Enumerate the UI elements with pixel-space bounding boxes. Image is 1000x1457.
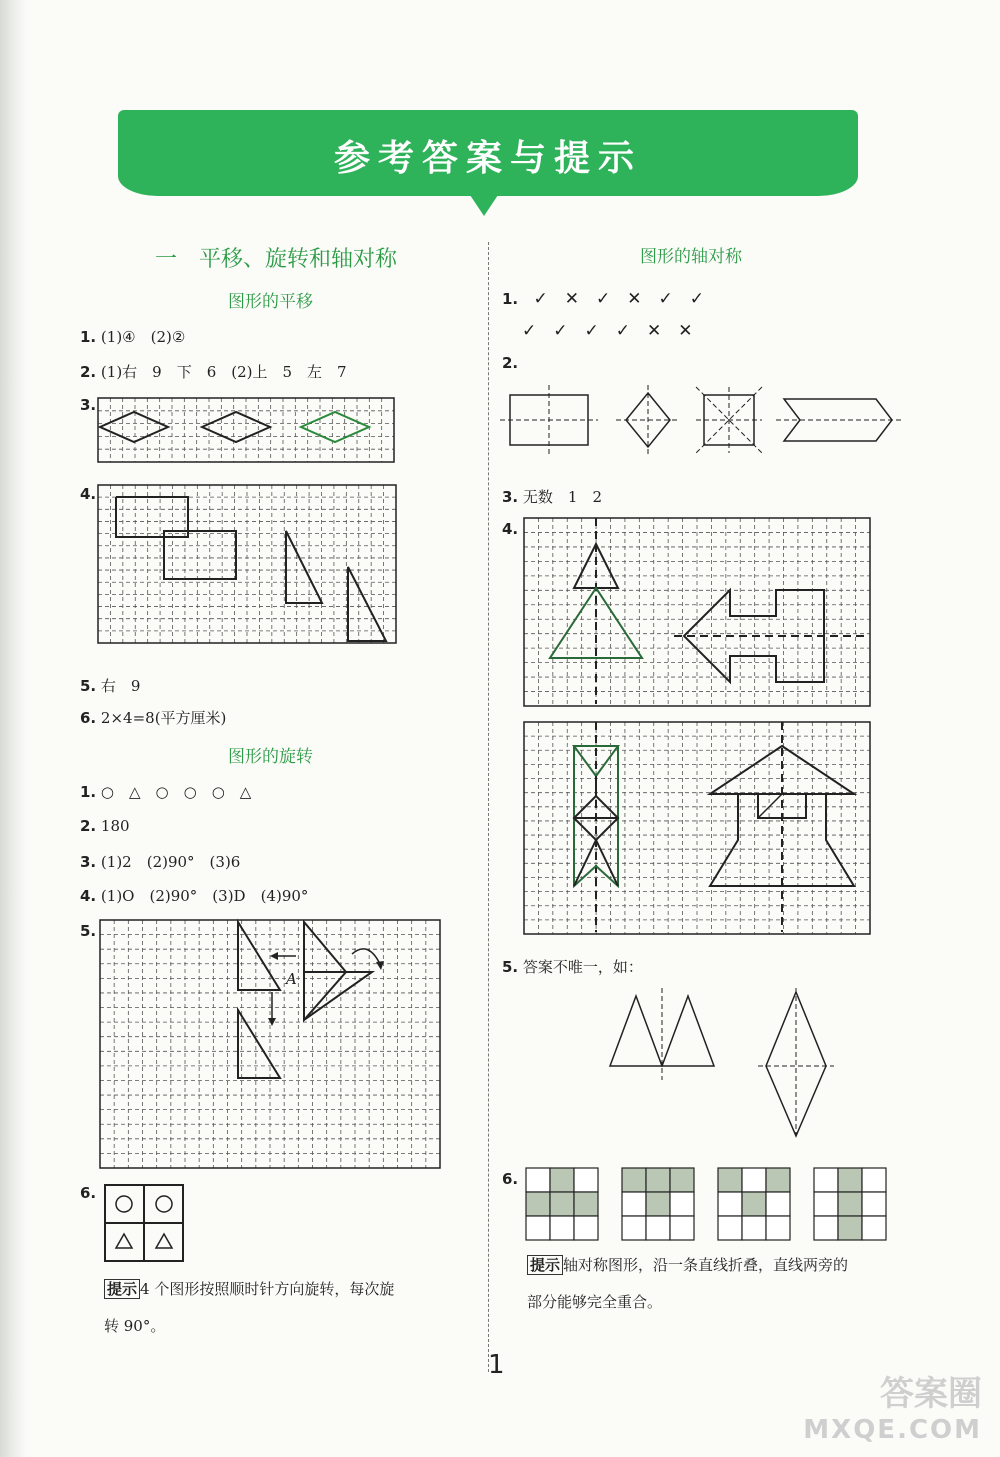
tip-label: 提示 — [104, 1279, 140, 1299]
question-1: 1. (1)④ (2)② — [80, 328, 186, 346]
rotation-question-6: 6. — [80, 1184, 97, 1202]
symmetry-tip-line2: 部分能够完全重合。 — [527, 1293, 663, 1311]
question-2: 2. (1)右 9 下 6 (2)上 5 左 7 — [80, 363, 347, 381]
column-divider — [488, 242, 489, 1372]
unit-title: 一 平移、旋转和轴对称 — [155, 247, 398, 272]
circle-icon — [156, 1196, 172, 1212]
book-binding-edge — [0, 0, 26, 1457]
tip-label: 提示 — [527, 1255, 563, 1275]
rectangle-moved — [164, 531, 236, 579]
triangle-left — [610, 996, 662, 1066]
figure-q6-shaded-grids — [526, 1166, 896, 1246]
label-a: A — [286, 970, 297, 988]
rotation-question-5: 5. — [80, 922, 97, 940]
symmetry-question-6: 6. — [502, 1170, 519, 1188]
triangle-original — [286, 531, 322, 603]
figure-q6-shape-grid — [104, 1184, 186, 1264]
rotation-question-1: 1. ○ △ ○ ○ ○ △ — [80, 783, 252, 801]
triangle-icon — [156, 1234, 172, 1248]
figure-q5-rotation-grid — [100, 920, 440, 1170]
banner-pointer — [468, 192, 500, 216]
watermark: 答案圈 MXQE.COM — [803, 1374, 982, 1445]
symmetry-question-5: 5. 答案不唯一，如： — [502, 958, 643, 976]
section-title-rotation: 图形的旋转 — [228, 747, 313, 767]
figure-q3-rhombus-grid — [98, 396, 398, 466]
triangle-right — [662, 996, 714, 1066]
question-4: 4. — [80, 485, 97, 503]
rotation-arc-arrow — [352, 949, 380, 964]
triangle-icon — [116, 1234, 132, 1248]
symmetry-question-2: 2. — [502, 354, 519, 372]
rotation-tip: 提示 4 个图形按照顺时针方向旋转，每次旋 — [104, 1278, 394, 1299]
figure-q4a-symmetry-grid — [524, 518, 874, 708]
question-6: 6. 2×4=8(平方厘米) — [80, 709, 227, 727]
figure-q5-answers — [600, 988, 850, 1138]
section-title-translation: 图形的平移 — [228, 292, 313, 312]
arrow-left-head — [270, 952, 278, 960]
page-number: 1 — [488, 1350, 505, 1380]
rotation-question-2: 2. 180 — [80, 817, 130, 835]
symmetry-tip: 提示 轴对称图形，沿一条直线折叠，直线两旁的 — [527, 1254, 848, 1275]
circle-icon — [116, 1196, 132, 1212]
question-5: 5. 右 9 — [80, 677, 141, 695]
rotation-tip-line2: 转 90°。 — [104, 1317, 166, 1335]
rotation-arc-head — [376, 961, 384, 970]
rotation-question-4: 4. (1)O (2)90° (3)D (4)90° — [80, 887, 309, 905]
triangle-moved — [348, 567, 386, 641]
question-3: 3. — [80, 396, 97, 414]
symmetry-question-1-row2: ✓ ✓ ✓ ✓ ✕ ✕ — [522, 321, 693, 341]
triangle-c — [304, 972, 372, 1020]
section-title-symmetry: 图形的轴对称 — [640, 247, 742, 267]
page-title: 参考答案与提示 — [333, 138, 642, 179]
figure-symmetry-axes — [500, 385, 910, 460]
symmetry-question-3: 3. 无数 1 2 — [502, 488, 603, 506]
symmetry-question-1: 1. ✓ ✕ ✓ ✕ ✓ ✓ — [502, 289, 705, 309]
rhombus-2 — [202, 412, 270, 442]
rhombus-3 — [301, 412, 369, 442]
figure-q4-translation-grid — [98, 485, 398, 645]
rotation-question-3: 3. (1)2 (2)90° (3)6 — [80, 853, 241, 871]
symmetry-question-4: 4. — [502, 520, 519, 538]
figure-q4b-symmetry-grid — [524, 722, 874, 937]
